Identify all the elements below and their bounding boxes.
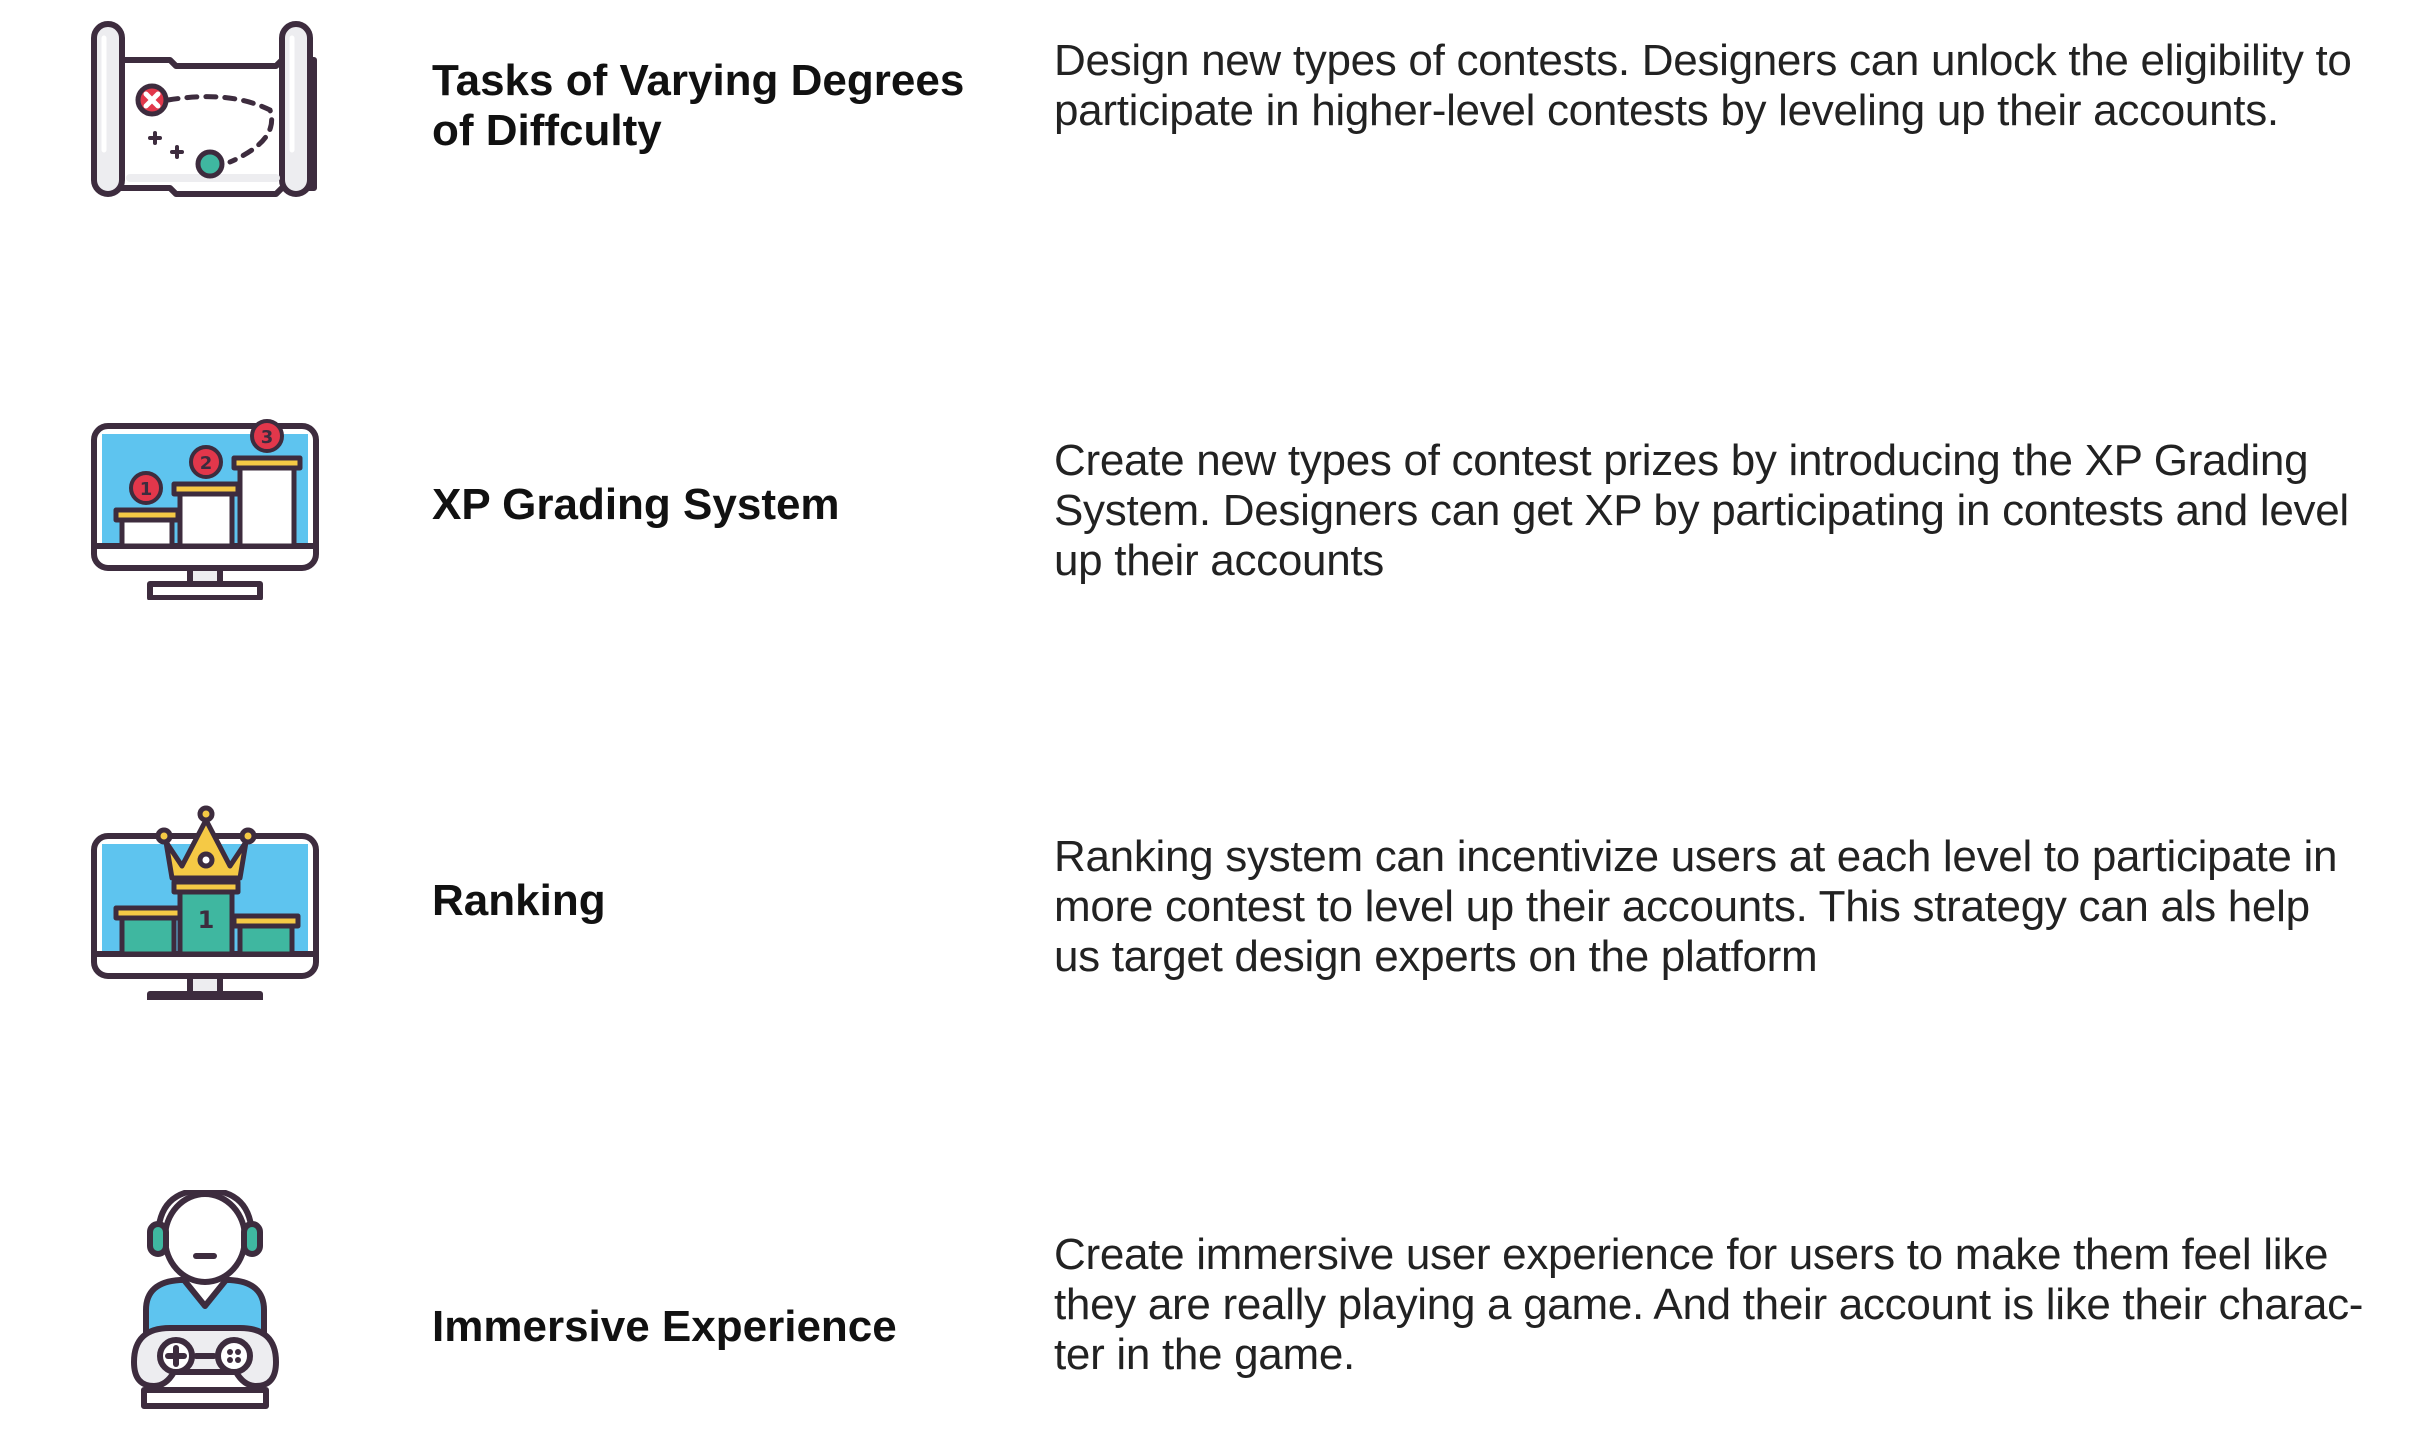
feature-title: Immersive Experience [432,1302,897,1351]
description-line: up their accounts [1054,536,1384,585]
description-line: more contest to level up their accounts. This strategy can als help [1054,882,2310,931]
feature-title: Ranking [432,876,606,925]
feature-row-immersive [0,1190,2435,1390]
feature-title [432,56,1032,156]
feature-title-line: Tasks of Varying Degrees [432,56,965,105]
podium-monitor-icon [80,400,330,600]
description-line: Ranking system can incentivize users at each level to participate in [1054,832,2338,881]
medal-label: 2 [199,453,213,474]
feature-description [1054,832,2374,982]
description-line: System. Designers can get XP by participating in contests and level [1054,486,2349,535]
feature-title-line: of Diffculty [432,106,662,155]
crown-monitor-icon [80,800,330,1000]
feature-description [1054,1230,2374,1380]
feature-title: XP Grading System [432,480,840,529]
description-line: ter in the game. [1054,1330,1355,1379]
treasure-map-icon [80,0,330,200]
feature-row-ranking [0,800,2435,1000]
feature-description [1054,36,2374,136]
description-line: Design new types of contests. Designers can unlock the eligibility to [1054,36,2352,85]
description-line: they are really playing a game. And their account is like their charac- [1054,1280,2364,1329]
medal-label: 1 [139,479,153,500]
feature-row-tasks [0,0,2435,200]
gamer-headset-icon [80,1190,330,1390]
description-line: Create immersive user experience for users to make them feel like [1054,1230,2329,1279]
feature-description [1054,436,2374,586]
description-line: Create new types of contest prizes by introducing the XP Grading [1054,436,2309,485]
medal-label: 3 [260,427,274,448]
description-line: participate in higher-level contests by leveling up their accounts. [1054,86,2279,135]
description-line: us target design experts on the platform [1054,932,1818,981]
podium-label: 1 [197,906,215,934]
feature-row-xp-grading [0,400,2435,600]
